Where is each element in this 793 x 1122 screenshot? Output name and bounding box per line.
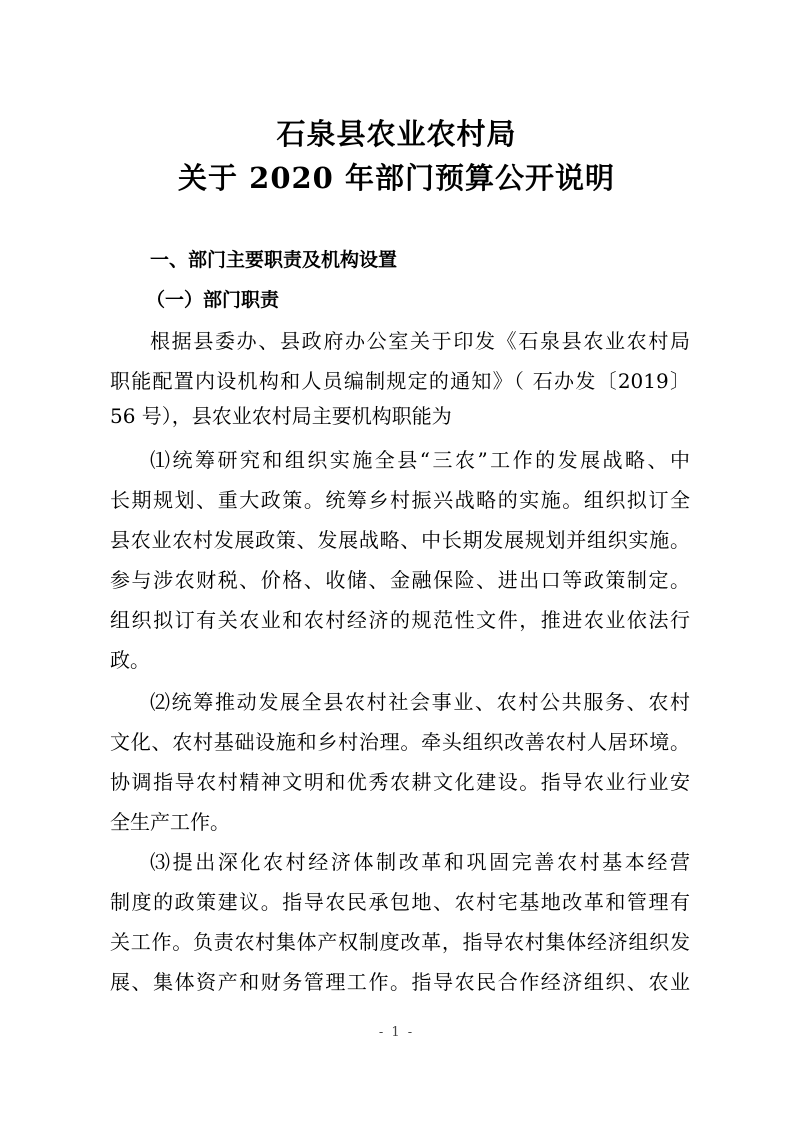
paragraph-3-line-4: 展、集体资产和财务管理工作。指导农民合作经济组织、农业	[110, 970, 690, 994]
paragraph-1-line-6: 政。	[110, 648, 150, 672]
paragraph-2-line-3: 协调指导农村精神文明和优秀农耕文化建设。指导农业行业安	[110, 770, 690, 794]
document-title-line-1: 石泉县农业农村局	[276, 117, 517, 151]
document-title-line-2: 关于 2020 年部门预算公开说明	[178, 161, 615, 195]
paragraph-1-line-1: ⑴统筹研究和组织实施全县“三农”工作的发展战略、中	[150, 448, 690, 472]
paragraph-3-line-1: ⑶提出深化农村经济体制改革和巩固完善农村基本经营	[150, 850, 690, 874]
subsection-heading: （一）部门职责	[146, 289, 280, 311]
paragraph-2-line-2: 文化、农村基础设施和乡村治理。牵头组织改善农村人居环境。	[110, 730, 690, 754]
intro-line-2: 职能配置内设机构和人员编制规定的通知》（ 石办发〔2019〕	[110, 369, 690, 393]
paragraph-1-line-2: 长期规划、重大政策。统筹乡村振兴战略的实施。组织拟订全	[110, 488, 690, 512]
intro-line-1: 根据县委办、县政府办公室关于印发《石泉县农业农村局	[150, 329, 690, 353]
paragraph-3-line-2: 制度的政策建议。指导农民承包地、农村宅基地改革和管理有	[110, 890, 690, 914]
paragraph-1-line-4: 参与涉农财税、价格、收储、金融保险、进出口等政策制定。	[110, 568, 690, 592]
intro-line-3: 56 号），县农业农村局主要机构职能为	[110, 404, 452, 428]
section-heading: 一、部门主要职责及机构设置	[150, 249, 398, 271]
page-number: - 1 -	[378, 1025, 415, 1040]
paragraph-3-line-3: 关工作。负责农村集体产权制度改革，指导农村集体经济组织发	[110, 930, 690, 954]
paragraph-2-line-4: 全生产工作。	[110, 810, 230, 834]
paragraph-1-line-3: 县农业农村发展政策、发展战略、中长期发展规划并组织实施。	[110, 528, 690, 552]
paragraph-1-line-5: 组织拟订有关农业和农村经济的规范性文件，推进农业依法行	[110, 608, 690, 632]
paragraph-2-line-1: ⑵统筹推动发展全县农村社会事业、农村公共服务、农村	[150, 690, 690, 714]
